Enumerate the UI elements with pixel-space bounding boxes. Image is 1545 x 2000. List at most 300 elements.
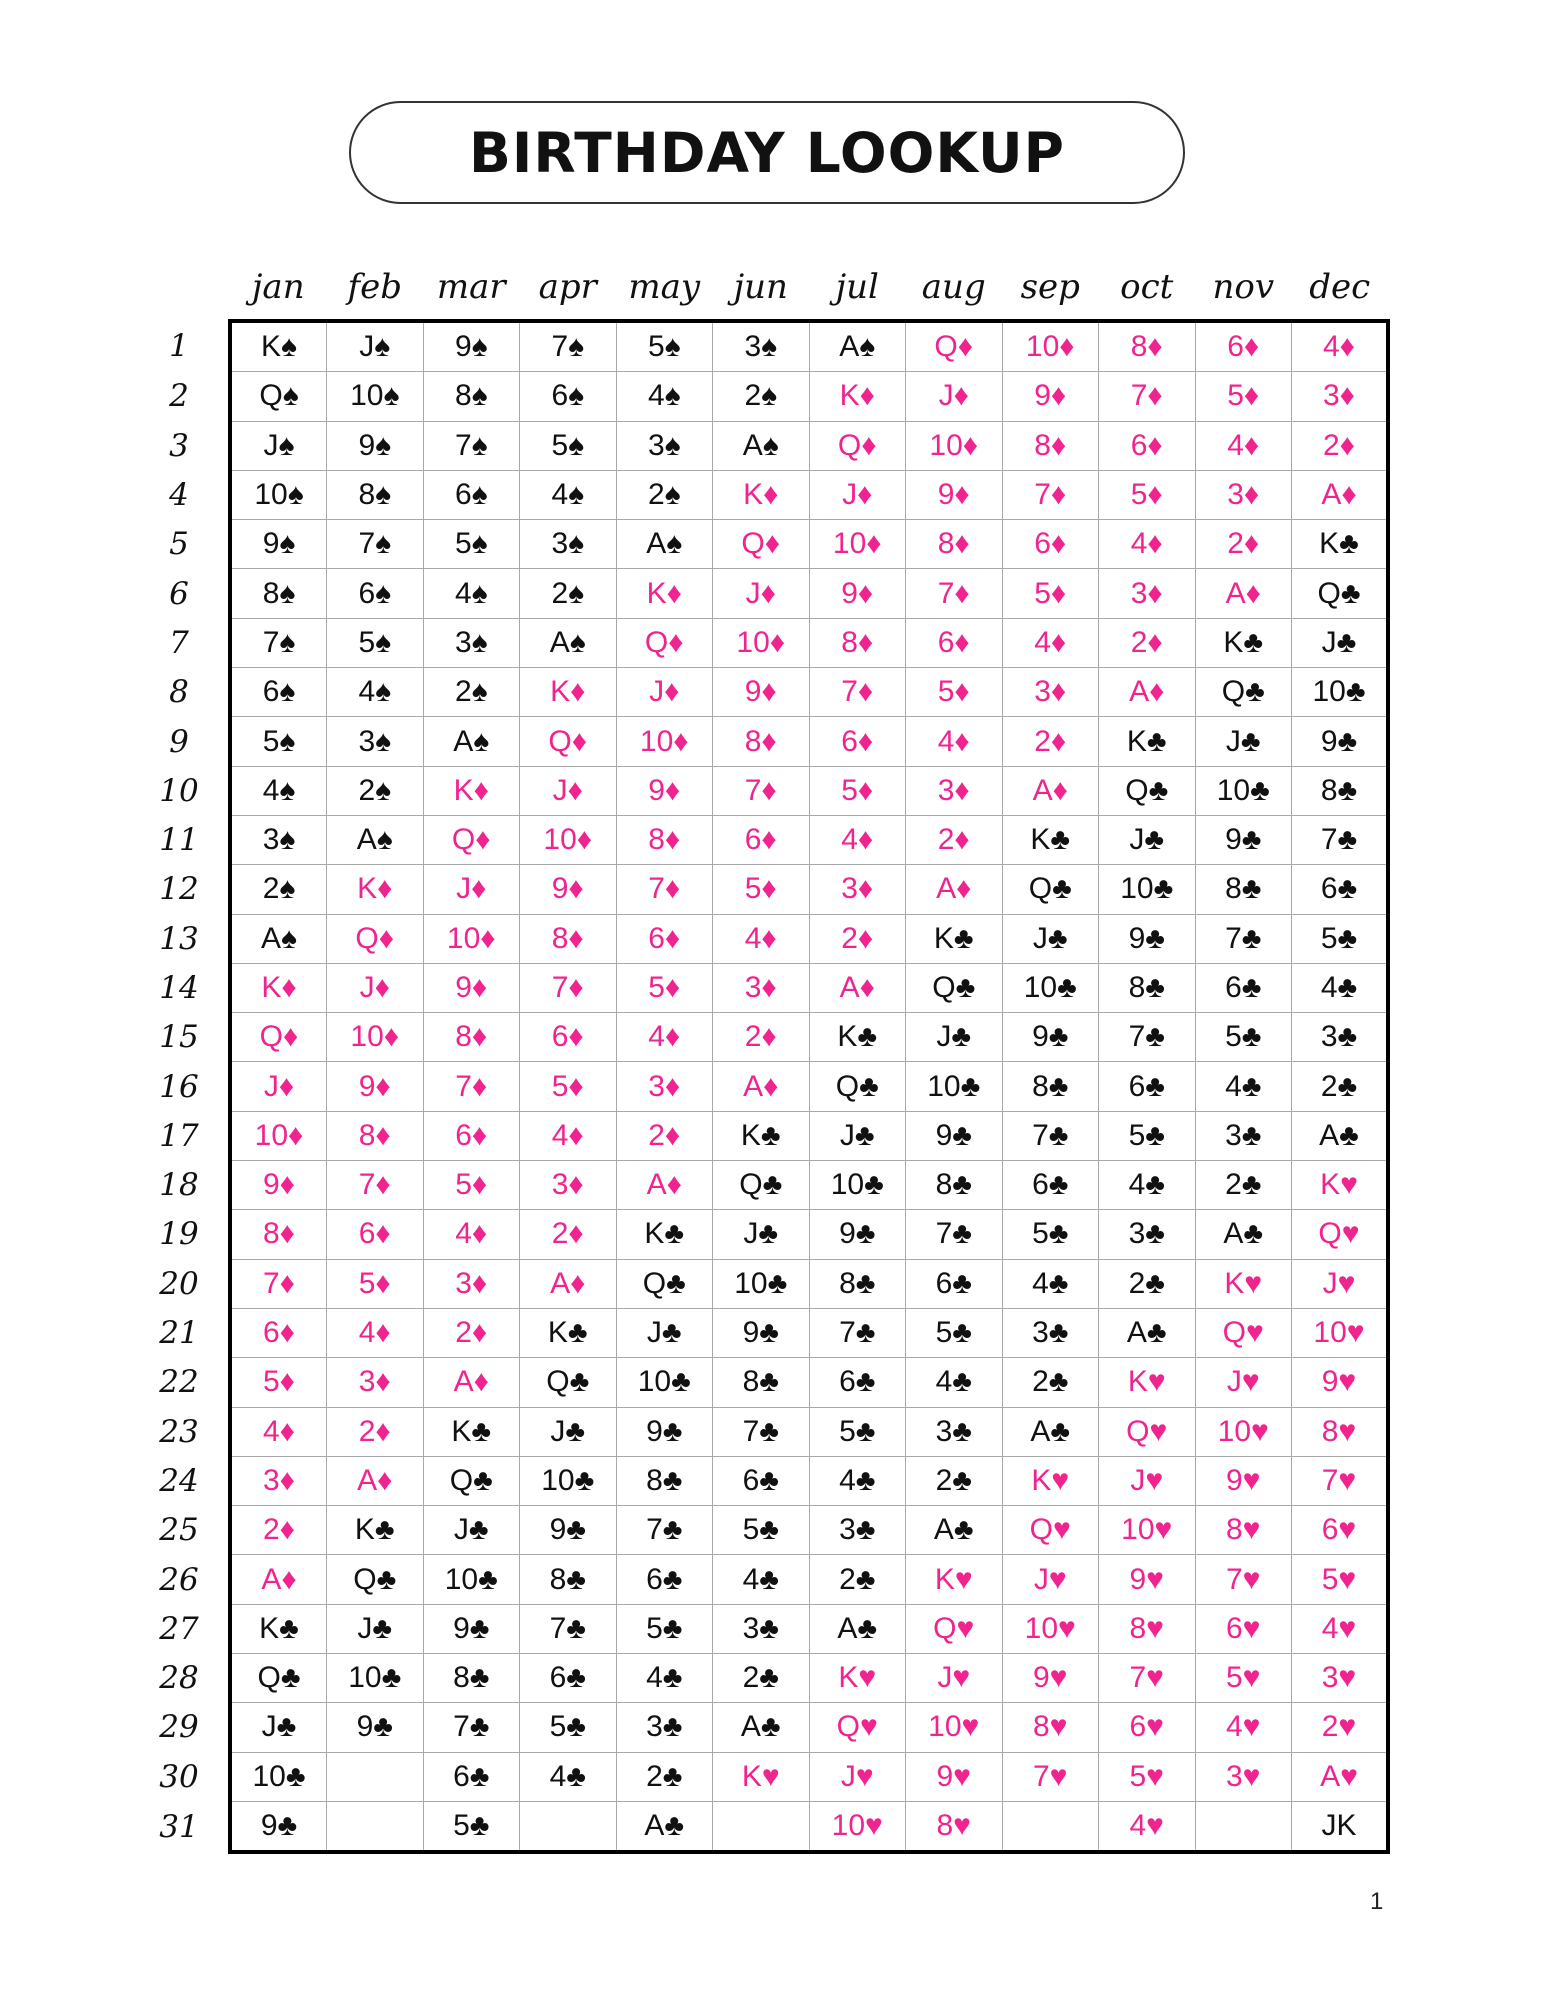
card-cell: J♣ [1195, 717, 1292, 766]
card-cell: 7♣ [423, 1703, 520, 1752]
card-cell: 5♣ [1195, 1013, 1292, 1062]
card-cell: 7♣ [713, 1407, 810, 1456]
card-cell: J♣ [809, 1111, 906, 1160]
card-cell: 7♥ [1195, 1555, 1292, 1604]
card-cell: 7♦ [713, 766, 810, 815]
card-cell: 6♣ [520, 1654, 617, 1703]
card-cell: A♣ [1195, 1210, 1292, 1259]
day-label: 8 [169, 674, 189, 711]
card-cell: K♥ [1195, 1259, 1292, 1308]
card-cell: 7♦ [616, 865, 713, 914]
card-cell: 9♥ [1292, 1358, 1389, 1407]
table-row [130, 421, 1388, 470]
table-row [130, 1407, 1388, 1456]
card-cell: J♣ [906, 1013, 1003, 1062]
card-cell: 9♣ [327, 1703, 424, 1752]
card-cell: 4♠ [230, 766, 327, 815]
card-cell: 7♠ [327, 520, 424, 569]
card-cell: 7♠ [520, 321, 617, 372]
card-cell: 2♦ [1195, 520, 1292, 569]
card-cell: Q♣ [423, 1456, 520, 1505]
day-label: 12 [159, 871, 199, 908]
card-cell: K♦ [327, 865, 424, 914]
card-cell: Q♥ [1002, 1506, 1099, 1555]
card-cell [520, 1801, 617, 1852]
card-cell: 6♦ [616, 914, 713, 963]
card-cell: Q♦ [520, 717, 617, 766]
card-cell: Q♠ [230, 372, 327, 421]
card-cell: 5♣ [713, 1506, 810, 1555]
day-label: 9 [169, 723, 189, 760]
card-cell: 3♣ [616, 1703, 713, 1752]
card-cell: 8♦ [809, 618, 906, 667]
day-label: 25 [159, 1512, 199, 1549]
card-cell: K♥ [1099, 1358, 1196, 1407]
day-label: 21 [159, 1315, 199, 1352]
card-cell: 9♣ [230, 1801, 327, 1852]
card-cell: A♣ [809, 1604, 906, 1653]
card-cell: 10♦ [616, 717, 713, 766]
card-cell: 8♠ [423, 372, 520, 421]
card-cell: 9♥ [1195, 1456, 1292, 1505]
card-cell: 9♦ [713, 668, 810, 717]
card-cell: 9♥ [1002, 1654, 1099, 1703]
card-cell: 6♦ [809, 717, 906, 766]
card-cell: A♦ [616, 1161, 713, 1210]
card-cell: Q♦ [230, 1013, 327, 1062]
card-cell: 2♣ [1099, 1259, 1196, 1308]
card-cell: 7♦ [230, 1259, 327, 1308]
day-label: 30 [159, 1758, 199, 1795]
card-cell: K♠ [230, 321, 327, 372]
title-box [349, 101, 1185, 204]
card-cell: 3♦ [1002, 668, 1099, 717]
card-cell: 4♣ [520, 1752, 617, 1801]
card-cell: 6♣ [616, 1555, 713, 1604]
card-cell: 7♦ [906, 569, 1003, 618]
card-cell: 10♣ [1002, 963, 1099, 1012]
card-cell: J♥ [1292, 1259, 1389, 1308]
card-cell: K♣ [230, 1604, 327, 1653]
month-header: oct [1120, 267, 1174, 307]
card-cell: 3♠ [230, 815, 327, 864]
card-cell: 9♦ [616, 766, 713, 815]
card-cell: 8♠ [327, 470, 424, 519]
card-cell: 6♦ [423, 1111, 520, 1160]
day-label: 2 [169, 378, 189, 415]
card-cell: 3♣ [906, 1407, 1003, 1456]
card-cell: 3♦ [713, 963, 810, 1012]
card-cell: 2♠ [423, 668, 520, 717]
table-row [130, 766, 1388, 815]
month-header: mar [436, 267, 506, 307]
card-cell: Q♦ [713, 520, 810, 569]
table-row [130, 372, 1388, 421]
card-cell [1195, 1801, 1292, 1852]
card-cell: 2♣ [616, 1752, 713, 1801]
card-cell: 10♥ [906, 1703, 1003, 1752]
card-cell [1002, 1801, 1099, 1852]
card-cell: 2♦ [230, 1506, 327, 1555]
card-cell: 8♣ [423, 1654, 520, 1703]
card-cell: K♥ [713, 1752, 810, 1801]
card-cell: 2♣ [809, 1555, 906, 1604]
card-cell: Q♣ [1002, 865, 1099, 914]
card-cell: 10♥ [1099, 1506, 1196, 1555]
card-cell: 5♣ [1099, 1111, 1196, 1160]
table-row [130, 1506, 1388, 1555]
card-cell: 9♣ [713, 1308, 810, 1357]
card-cell: A♣ [1099, 1308, 1196, 1357]
card-cell: A♦ [906, 865, 1003, 914]
card-cell: 7♣ [1292, 815, 1389, 864]
card-cell: J♦ [809, 470, 906, 519]
card-cell [327, 1801, 424, 1852]
card-cell: 7♥ [1002, 1752, 1099, 1801]
card-cell: 3♠ [713, 321, 810, 372]
card-cell: 2♠ [230, 865, 327, 914]
card-cell: 10♣ [1292, 668, 1389, 717]
day-label: 27 [159, 1610, 199, 1647]
card-cell: 10♦ [713, 618, 810, 667]
card-cell: 3♣ [1195, 1111, 1292, 1160]
day-label: 28 [159, 1660, 199, 1697]
card-cell: 4♦ [520, 1111, 617, 1160]
card-cell: 6♣ [809, 1358, 906, 1407]
card-cell: 8♣ [1195, 865, 1292, 914]
card-cell: 10♦ [230, 1111, 327, 1160]
month-header: apr [538, 267, 597, 307]
card-cell: 4♣ [1002, 1259, 1099, 1308]
card-cell: 6♣ [906, 1259, 1003, 1308]
card-cell: A♣ [906, 1506, 1003, 1555]
card-cell: 9♣ [1099, 914, 1196, 963]
table-row [130, 1259, 1388, 1308]
card-cell: J♣ [616, 1308, 713, 1357]
table-row [130, 1703, 1388, 1752]
card-cell: 3♠ [520, 520, 617, 569]
card-cell: K♣ [423, 1407, 520, 1456]
card-cell: 4♦ [230, 1407, 327, 1456]
card-cell: 8♦ [230, 1210, 327, 1259]
card-cell: 3♦ [520, 1161, 617, 1210]
table-row [130, 1111, 1388, 1160]
card-cell: 7♦ [1002, 470, 1099, 519]
card-cell: 7♣ [906, 1210, 1003, 1259]
card-cell: 5♠ [423, 520, 520, 569]
card-cell: 5♦ [520, 1062, 617, 1111]
card-cell: 3♣ [1292, 1013, 1389, 1062]
month-header: aug [921, 267, 986, 307]
card-cell: 2♠ [327, 766, 424, 815]
month-header: nov [1212, 267, 1275, 307]
card-cell: 8♦ [520, 914, 617, 963]
card-cell: K♦ [809, 372, 906, 421]
card-cell: 2♦ [809, 914, 906, 963]
card-cell: 4♠ [327, 668, 424, 717]
card-cell: 3♣ [713, 1604, 810, 1653]
card-cell: 9♥ [906, 1752, 1003, 1801]
card-cell: 9♦ [423, 963, 520, 1012]
card-cell: J♦ [906, 372, 1003, 421]
card-cell: 9♣ [906, 1111, 1003, 1160]
card-cell: 4♣ [1292, 963, 1389, 1012]
month-header: dec [1309, 267, 1371, 307]
card-cell: 2♠ [616, 470, 713, 519]
card-cell: 10♥ [1292, 1308, 1389, 1357]
card-cell: 5♦ [423, 1161, 520, 1210]
card-cell: K♥ [1002, 1456, 1099, 1505]
card-cell: Q♣ [1195, 668, 1292, 717]
day-label: 19 [159, 1216, 199, 1253]
card-cell: K♦ [520, 668, 617, 717]
card-cell: J♠ [327, 321, 424, 372]
card-cell: 4♦ [713, 914, 810, 963]
card-cell: 5♣ [1002, 1210, 1099, 1259]
card-cell: 5♣ [809, 1407, 906, 1456]
table-row [130, 569, 1388, 618]
card-cell: 2♦ [713, 1013, 810, 1062]
card-cell: 3♥ [1195, 1752, 1292, 1801]
card-cell: Q♦ [423, 815, 520, 864]
card-cell: 3♠ [423, 618, 520, 667]
day-label: 1 [169, 328, 189, 365]
card-cell: Q♦ [809, 421, 906, 470]
card-cell: Q♥ [809, 1703, 906, 1752]
birthday-lookup-table [130, 255, 1390, 1854]
card-cell: 7♣ [616, 1506, 713, 1555]
card-cell: 4♦ [1099, 520, 1196, 569]
card-cell: K♥ [1292, 1161, 1389, 1210]
card-cell: 3♥ [1292, 1654, 1389, 1703]
card-cell: 8♥ [906, 1801, 1003, 1852]
card-cell: A♦ [1002, 766, 1099, 815]
card-cell: 8♦ [906, 520, 1003, 569]
card-cell: 5♦ [1099, 470, 1196, 519]
card-cell: J♣ [1099, 815, 1196, 864]
card-cell: Q♦ [616, 618, 713, 667]
card-cell: 4♠ [423, 569, 520, 618]
month-header-row [130, 255, 1388, 321]
card-cell: 10♣ [520, 1456, 617, 1505]
table-row [130, 914, 1388, 963]
card-cell: 5♦ [616, 963, 713, 1012]
card-cell: A♦ [327, 1456, 424, 1505]
card-cell: 2♦ [616, 1111, 713, 1160]
card-cell: Q♣ [1099, 766, 1196, 815]
card-cell: 10♣ [1099, 865, 1196, 914]
card-cell: 7♥ [1099, 1654, 1196, 1703]
card-cell: Q♥ [1195, 1308, 1292, 1357]
card-cell: 3♦ [1195, 470, 1292, 519]
card-cell: 6♠ [327, 569, 424, 618]
card-cell: 9♣ [809, 1210, 906, 1259]
card-cell: Q♣ [906, 963, 1003, 1012]
card-cell: A♦ [1292, 470, 1389, 519]
card-cell: 8♦ [1099, 321, 1196, 372]
card-cell: 4♦ [616, 1013, 713, 1062]
card-cell: 4♣ [713, 1555, 810, 1604]
card-cell: 6♠ [520, 372, 617, 421]
card-cell: A♠ [423, 717, 520, 766]
card-cell: 6♦ [713, 815, 810, 864]
card-cell: Q♣ [713, 1161, 810, 1210]
card-cell: 4♦ [1292, 321, 1389, 372]
card-cell: 6♥ [1292, 1506, 1389, 1555]
card-cell: 3♣ [809, 1506, 906, 1555]
card-cell: 6♦ [1099, 421, 1196, 470]
day-label: 4 [169, 477, 189, 514]
card-cell: 2♠ [713, 372, 810, 421]
header-corner [130, 255, 230, 321]
card-cell: 8♦ [423, 1013, 520, 1062]
page-number: 1 [1370, 1888, 1384, 1915]
card-cell: 8♦ [1002, 421, 1099, 470]
card-cell: 8♣ [1292, 766, 1389, 815]
card-cell: 9♦ [230, 1161, 327, 1210]
card-cell: 7♦ [1099, 372, 1196, 421]
card-cell: 8♣ [906, 1161, 1003, 1210]
card-cell: 8♥ [1292, 1407, 1389, 1456]
card-cell: 8♣ [1002, 1062, 1099, 1111]
table-row [130, 1013, 1388, 1062]
card-cell: 5♣ [1292, 914, 1389, 963]
card-cell: 4♦ [1002, 618, 1099, 667]
card-cell: 4♦ [423, 1210, 520, 1259]
card-cell: J♦ [423, 865, 520, 914]
card-cell: 5♠ [520, 421, 617, 470]
card-cell: A♦ [809, 963, 906, 1012]
card-cell: A♣ [616, 1801, 713, 1852]
card-cell: 4♣ [906, 1358, 1003, 1407]
card-cell: 6♦ [1002, 520, 1099, 569]
table-row [130, 865, 1388, 914]
card-cell: J♣ [1002, 914, 1099, 963]
table-row [130, 1161, 1388, 1210]
card-cell: 5♥ [1292, 1555, 1389, 1604]
day-label: 20 [159, 1265, 199, 1302]
card-cell: 10♣ [616, 1358, 713, 1407]
card-cell: 9♦ [1002, 372, 1099, 421]
card-cell: 8♦ [327, 1111, 424, 1160]
card-cell: A♣ [1002, 1407, 1099, 1456]
card-cell: 9♦ [520, 865, 617, 914]
card-cell: Q♦ [906, 321, 1003, 372]
card-cell: A♠ [230, 914, 327, 963]
card-cell: 8♦ [713, 717, 810, 766]
card-cell: K♥ [809, 1654, 906, 1703]
card-cell: 9♣ [616, 1407, 713, 1456]
card-cell: 4♠ [520, 470, 617, 519]
card-cell: 4♦ [906, 717, 1003, 766]
card-cell: 8♥ [1099, 1604, 1196, 1653]
card-cell: 10♣ [327, 1654, 424, 1703]
day-label: 11 [159, 822, 199, 859]
card-cell: 2♦ [1292, 421, 1389, 470]
card-cell: K♣ [809, 1013, 906, 1062]
card-cell: 5♠ [230, 717, 327, 766]
lookup-grid [130, 255, 1390, 1854]
card-cell: 2♠ [520, 569, 617, 618]
card-cell: 2♦ [1002, 717, 1099, 766]
card-cell: Q♣ [520, 1358, 617, 1407]
card-cell: 6♦ [1195, 321, 1292, 372]
card-cell: 8♣ [520, 1555, 617, 1604]
card-cell: 7♦ [327, 1161, 424, 1210]
card-cell: 9♠ [327, 421, 424, 470]
card-cell: A♥ [1292, 1752, 1389, 1801]
card-cell: K♦ [423, 766, 520, 815]
card-cell: 3♦ [1099, 569, 1196, 618]
card-cell: K♣ [616, 1210, 713, 1259]
card-cell: J♦ [230, 1062, 327, 1111]
card-cell: 6♣ [1292, 865, 1389, 914]
card-cell: 9♦ [809, 569, 906, 618]
day-label: 10 [159, 772, 199, 809]
day-label: 24 [159, 1462, 199, 1499]
month-header: feb [347, 267, 402, 307]
card-cell: 4♥ [1099, 1801, 1196, 1852]
card-cell: 8♥ [1002, 1703, 1099, 1752]
card-cell: 2♥ [1292, 1703, 1389, 1752]
card-cell: 6♣ [1099, 1062, 1196, 1111]
card-cell: 8♠ [230, 569, 327, 618]
card-cell: 10♦ [423, 914, 520, 963]
day-label: 7 [169, 624, 189, 661]
card-cell: K♣ [1099, 717, 1196, 766]
card-cell: 10♦ [906, 421, 1003, 470]
card-cell: A♠ [809, 321, 906, 372]
card-cell: J♥ [906, 1654, 1003, 1703]
table-row [130, 470, 1388, 519]
card-cell: 3♣ [1002, 1308, 1099, 1357]
card-cell: 3♦ [230, 1456, 327, 1505]
card-cell: J♥ [1099, 1456, 1196, 1505]
table-row [130, 1210, 1388, 1259]
card-cell: 9♣ [423, 1604, 520, 1653]
card-cell: 2♦ [1099, 618, 1196, 667]
table-row [130, 1604, 1388, 1653]
card-cell: A♦ [1099, 668, 1196, 717]
card-cell: 8♣ [616, 1456, 713, 1505]
card-cell: 2♦ [520, 1210, 617, 1259]
card-cell: K♣ [1292, 520, 1389, 569]
card-cell: 7♠ [423, 421, 520, 470]
card-cell: A♦ [230, 1555, 327, 1604]
day-label: 14 [159, 970, 199, 1006]
card-cell: 3♣ [1099, 1210, 1196, 1259]
card-cell: 4♣ [616, 1654, 713, 1703]
day-label: 6 [169, 575, 189, 612]
card-cell: 4♥ [1195, 1703, 1292, 1752]
card-cell: 7♥ [1292, 1456, 1389, 1505]
card-cell: J♣ [520, 1407, 617, 1456]
card-cell: 4♦ [327, 1308, 424, 1357]
card-cell: Q♥ [906, 1604, 1003, 1653]
card-cell: A♣ [713, 1703, 810, 1752]
card-cell: 4♣ [1195, 1062, 1292, 1111]
card-cell: 3♦ [906, 766, 1003, 815]
card-cell: J♥ [1002, 1555, 1099, 1604]
card-cell: 5♦ [906, 668, 1003, 717]
table-row [130, 1654, 1388, 1703]
card-cell: 9♠ [230, 520, 327, 569]
card-cell: K♣ [1195, 618, 1292, 667]
table-row [130, 1062, 1388, 1111]
card-cell: J♠ [230, 421, 327, 470]
card-cell: 10♣ [423, 1555, 520, 1604]
table-row [130, 963, 1388, 1012]
